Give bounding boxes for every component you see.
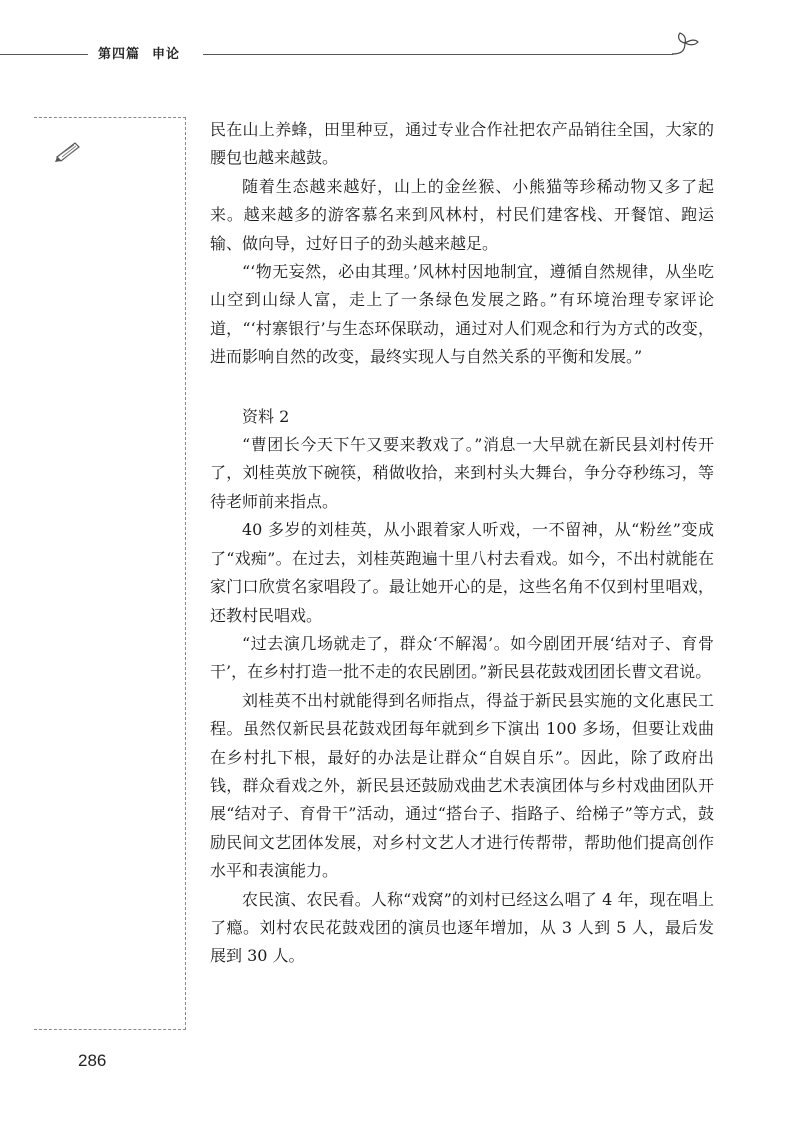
paragraph: “曹团长今天下午又要来教戏了。”消息一大早就在新民县刘村传开了，刘桂英放下碗筷，稍做收拾，来到村头大舞台，争分夺秒练习，等待老师前来指点。 [210, 435, 714, 511]
header-part: 第四篇 [98, 47, 141, 62]
header-rule-right [203, 54, 673, 55]
paragraph: 民在山上养蜂，田里种豆，通过专业合作社把农产品销往全国，大家的腰包也越来越鼓。 [210, 120, 714, 168]
header-subject: 申论 [152, 47, 181, 62]
paragraph: 随着生态越来越好，山上的金丝猴、小熊猫等珍稀动物又多了起来。越来越多的游客慕名来到风林村，村民们建客栈、开餐馆、跑运输、做向导，过好日子的劲头越来越足。 [210, 176, 714, 253]
page-number: 286 [78, 1051, 107, 1070]
margin-notes-box [34, 117, 186, 1030]
header-rule-left [0, 54, 88, 55]
paragraph: 农民演、农民看。人称“戏窝”的刘村已经这么唱了 4 年，现在唱上了瘾。刘村农民花鼓戏团的演员也逐年增加，从 3 人到 5 人，最后发展到 30 人。 [210, 889, 714, 966]
pen-icon [54, 138, 82, 162]
running-header [0, 38, 800, 68]
main-text [210, 116, 714, 971]
paragraph: 刘桂英不出村就能得到名师指点，得益于新民县实施的文化惠民工程。虽然仅新民县花鼓戏团每年就到乡下演出 100 多场，但要让戏曲在乡村扎下根，最好的办法是让群众“自娱自乐”。因此，除了政府出钱，群众看戏之外，新民县还鼓励戏曲艺术表演团体与乡村戏曲团队开展“结对子、育骨干”活动，通过“搭台子、指路子、给梯子”等方式，鼓励民间文艺团体发展，对乡村文艺人才进行传帮带，帮助他们提高创作水平和表演能力。 [210, 690, 714, 881]
header-title [98, 43, 180, 62]
sprout-icon [668, 26, 702, 60]
paragraph: 40 多岁的刘桂英，从小跟着家人听戏，一不留神，从“粉丝”变成了“戏痴”。在过去，刘桂英跑遍十里八村去看戏。如今，不出村就能在家门口欣赏名家唱段了。最让她开心的是，这些名角不仅到村里唱戏，还教村民唱戏。 [210, 520, 714, 625]
paragraph: “‘物无妄然，必由其理。’风林村因地制宜，遵循自然规律，从坐吃山空到山绿人富，走上了一条绿色发展之路。”有环境治理专家评论道，“‘村寨银行’与生态环保联动，通过对人们观念和行为方式的改变，进而影响自然的改变，最终实现人与自然关系的平衡和发展。” [210, 262, 714, 367]
paragraph: “过去演几场就走了，群众‘不解渴’。如今剧团开展‘结对子、育骨干’，在乡村打造一批不走的农民剧团。”新民县花鼓戏团团长曹文君说。 [210, 633, 714, 682]
section-heading: 资料 2 [242, 406, 290, 426]
